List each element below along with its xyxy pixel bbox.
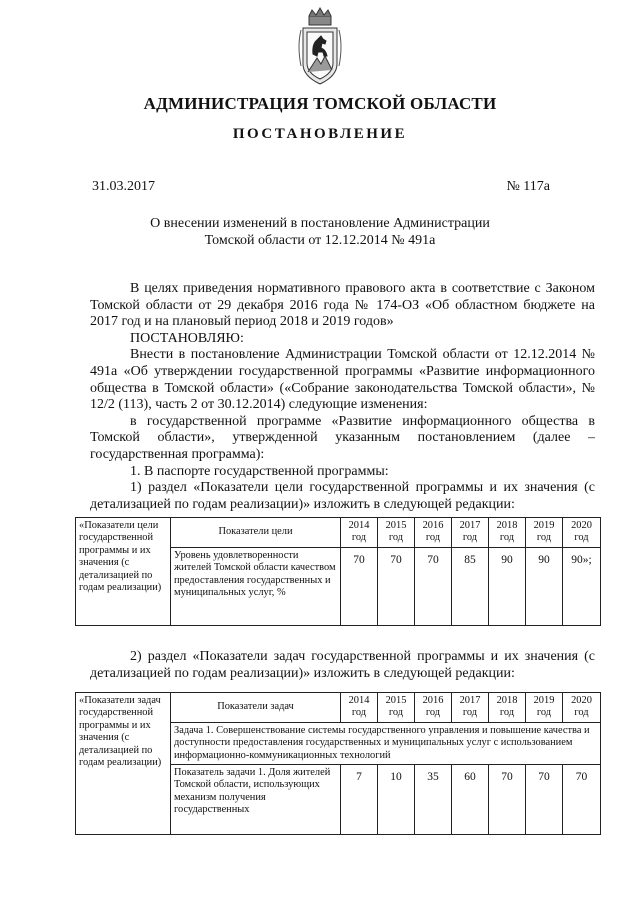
table-header-row (76, 693, 601, 723)
indicator-header-cell: Показатели цели (171, 518, 341, 548)
document-body (90, 281, 595, 513)
document-type: ПОСТАНОВЛЕНИЕ (232, 126, 408, 142)
table-header-row (76, 518, 601, 548)
value-cell: 70 (341, 547, 378, 625)
subject-line-2: Томской области от 12.12.2014 № 491а (204, 233, 436, 248)
value-cell: 70 (415, 547, 452, 625)
section-2-text (90, 649, 595, 682)
indicator-cell: Показатель задачи 1. Доля жителей Томской области, использующих механизм получения государственных (171, 765, 341, 835)
year-header-cell: 2019 год (526, 693, 563, 723)
value-cell: 60 (452, 765, 489, 835)
indicator-cell: Уровень удовлетворенности жителей Томской области качеством предоставления государственных и муниципальных услуг, % (171, 547, 341, 625)
document-subject (140, 215, 500, 249)
section-2-paragraph: 2) раздел «Показатели задач государственной программы и их значения (с детализацией по годам реализации)» изложить в следующей редакции: (90, 649, 595, 681)
tomsk-coat-of-arms-icon (295, 6, 345, 90)
amendment-paragraph: Внести в постановление Администрации Томской области от 12.12.2014 № 491а «Об утверждении государственной программы «Развитие информационного общества в Томской области» («Собрание законодательства Томской области», № 12/2 (113), часть 2 от 30.12.2014) следующие изменения: (90, 347, 595, 413)
year-header-cell: 2018 год (489, 693, 526, 723)
value-cell: 70 (378, 547, 415, 625)
section-1-paragraph: 1) раздел «Показатели цели государственной программы и их значения (с детализацией по годам реализации)» изложить в следующей редакции: (90, 480, 595, 512)
value-cell: 35 (415, 765, 452, 835)
year-header-cell: 2014 год (341, 518, 378, 548)
task-cell: Задача 1. Совершенствование системы государственного управления и повышение качества и доступности предоставления государственных и муниципальных услуг с использованием информационно-коммуникационных технологий (171, 722, 601, 764)
value-cell: 90 (489, 547, 526, 625)
value-cell: 85 (452, 547, 489, 625)
value-cell: 70 (563, 765, 601, 835)
section-label-cell: «Показатели задач государственной программы и их значения (с детализацией по годам реализации) (76, 693, 171, 835)
year-header-cell: 2016 год (415, 518, 452, 548)
passport-paragraph: 1. В паспорте государственной программы: (130, 463, 389, 479)
year-header-cell: 2020 год (563, 693, 601, 723)
task-indicators-table (75, 692, 601, 835)
year-header-cell: 2017 год (452, 518, 489, 548)
indicator-header-cell: Показатели задач (171, 693, 341, 723)
program-paragraph: в государственной программе «Развитие информационного общества в Томской области», утвержденной указанным постановлением (далее – государственная программа): (90, 413, 595, 462)
document-date: 31.03.2017 (92, 179, 155, 194)
value-cell: 90»; (563, 547, 601, 625)
goal-indicators-table (75, 517, 601, 626)
year-header-cell: 2019 год (526, 518, 563, 548)
value-cell: 10 (378, 765, 415, 835)
document-number: № 117а (506, 179, 550, 194)
value-cell: 70 (526, 765, 563, 835)
value-cell: 90 (526, 547, 563, 625)
value-cell: 70 (489, 765, 526, 835)
resolution-word: ПОСТАНОВЛЯЮ: (130, 330, 244, 346)
agency-title: АДМИНИСТРАЦИЯ ТОМСКОЙ ОБЛАСТИ (143, 94, 497, 113)
year-header-cell: 2015 год (378, 518, 415, 548)
year-header-cell: 2015 год (378, 693, 415, 723)
year-header-cell: 2018 год (489, 518, 526, 548)
year-header-cell: 2017 год (452, 693, 489, 723)
value-cell: 7 (341, 765, 378, 835)
subject-line-1: О внесении изменений в постановление Администрации (150, 216, 490, 231)
year-header-cell: 2020 год (563, 518, 601, 548)
year-header-cell: 2016 год (415, 693, 452, 723)
preamble-paragraph: В целях приведения нормативного правового акта в соответствие с Законом Томской области от 29 декабря 2016 года № 174-ОЗ «Об областном бюджете на 2017 год и на плановый период 2018 и 2019 годов» (90, 281, 595, 330)
year-header-cell: 2014 год (341, 693, 378, 723)
section-label-cell: «Показатели цели государственной программы и их значения (с детализацией по годам реализации) (76, 518, 171, 626)
